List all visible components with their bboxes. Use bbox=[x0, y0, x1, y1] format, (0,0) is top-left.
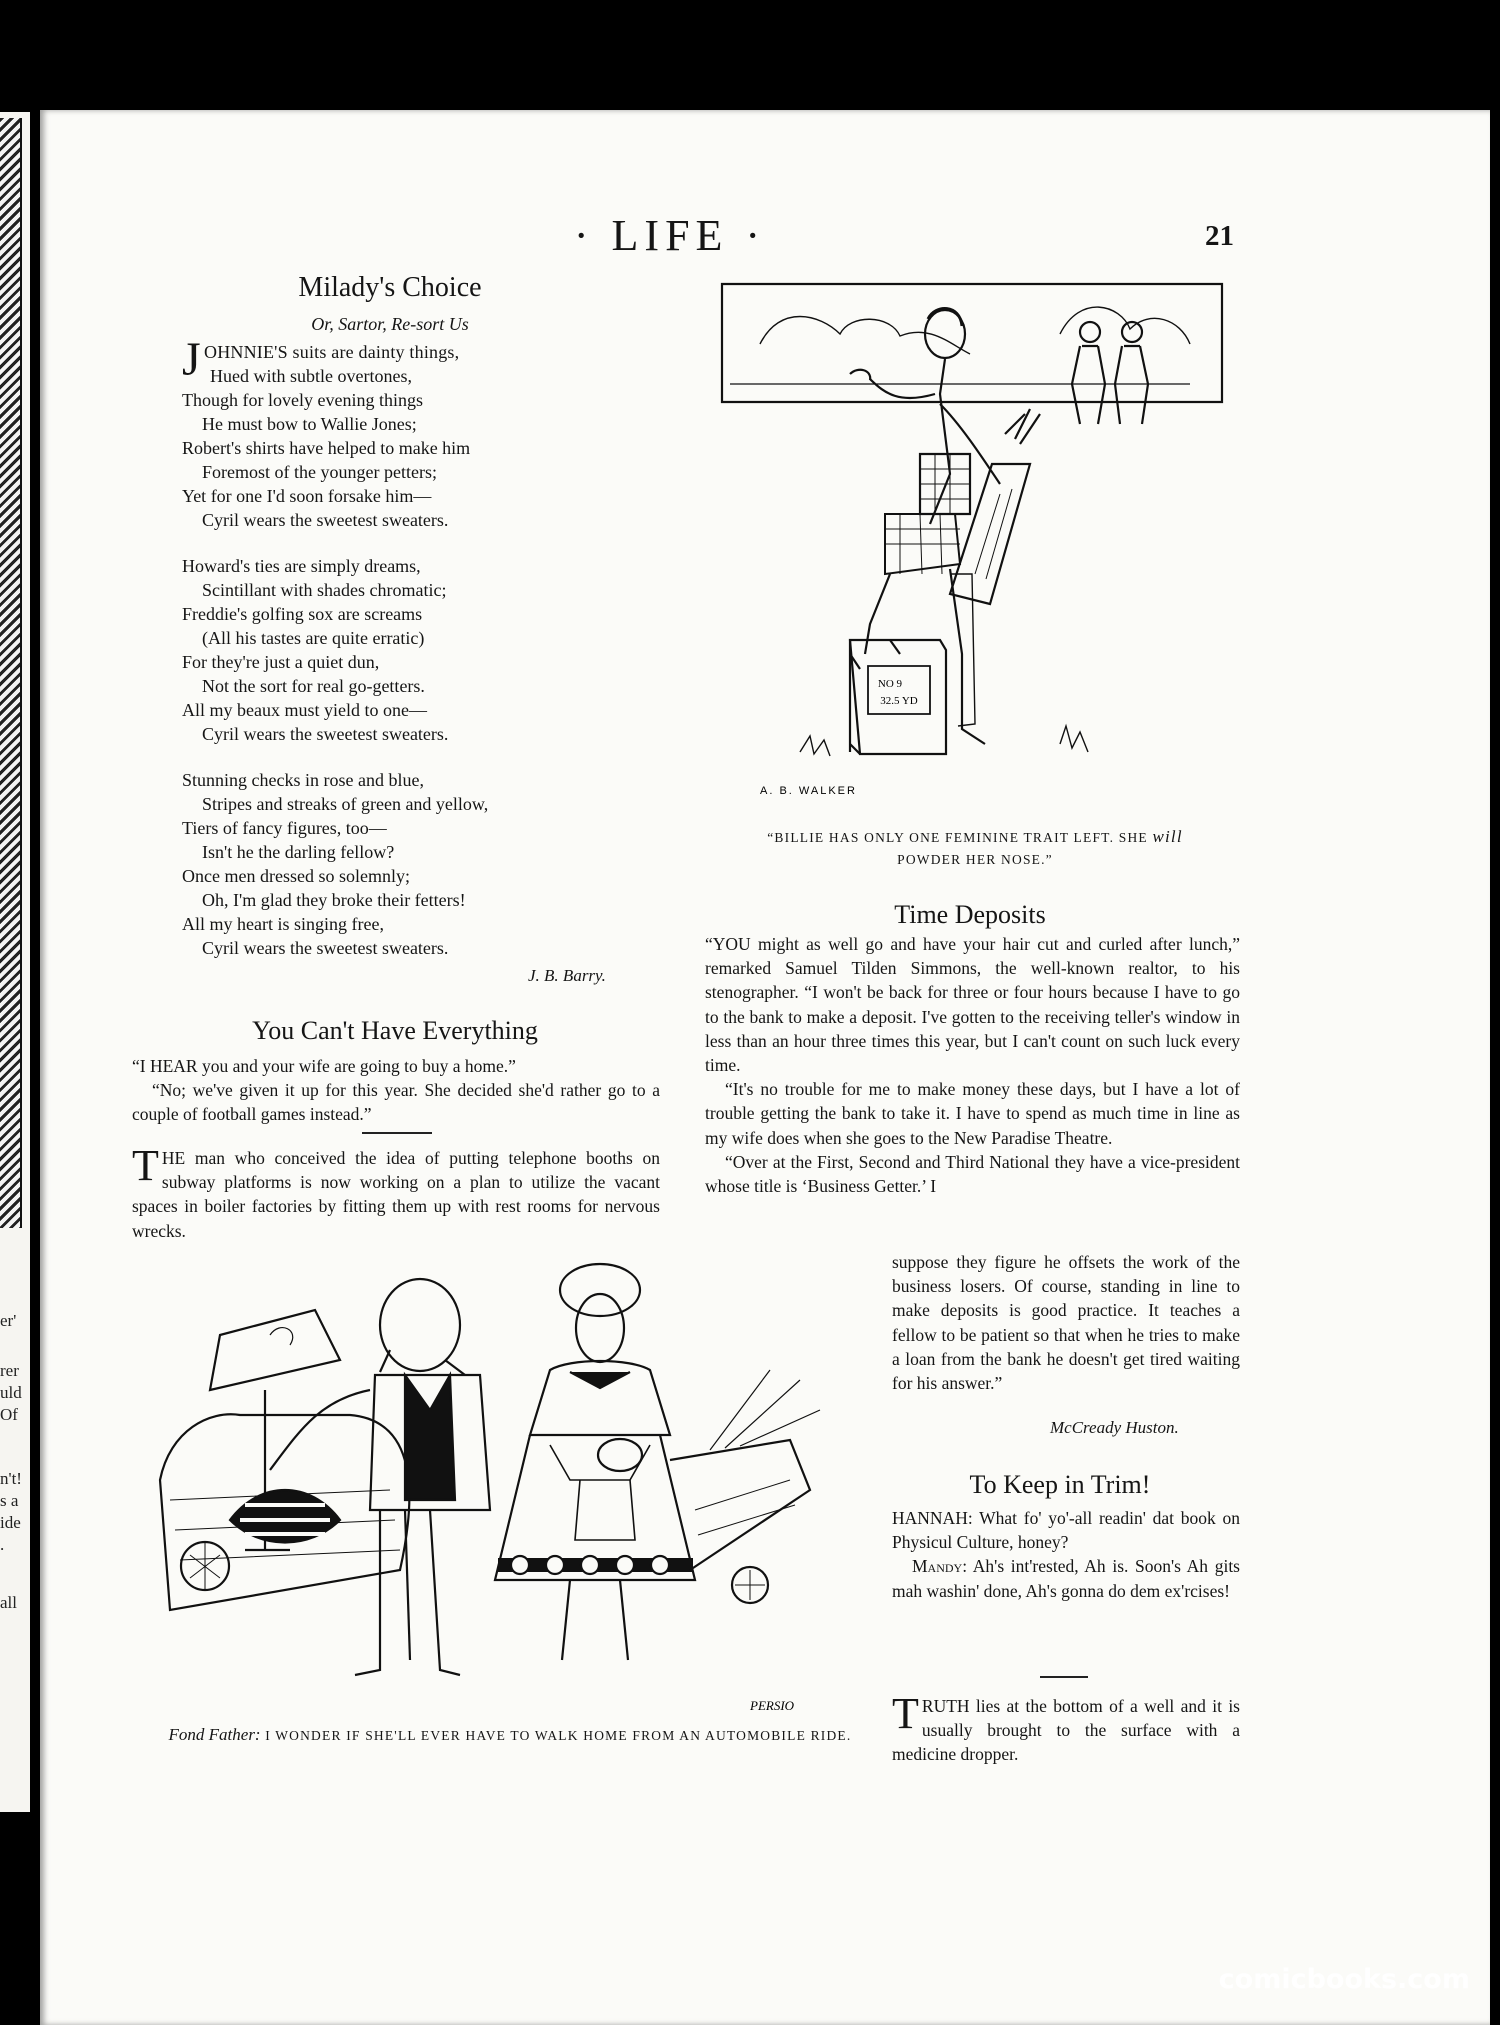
speaker-label: Mandy: bbox=[912, 1556, 968, 1577]
fragment: all bbox=[0, 1593, 17, 1612]
poem-title: Milady's Choice bbox=[298, 272, 482, 303]
grass bbox=[800, 726, 1088, 756]
cartoon-caption bbox=[150, 1724, 870, 1747]
article-body bbox=[132, 1141, 660, 1243]
article-body bbox=[892, 1250, 1240, 1395]
left-page-fragments bbox=[0, 1240, 34, 1800]
paragraph: HANNAH: What fo' yo'-all readin' dat book on Physicul Culture, honey? bbox=[892, 1508, 1240, 1553]
poem-line: Scintillant with shades chromatic; bbox=[202, 580, 447, 600]
caption-emphasis: will bbox=[1152, 827, 1183, 846]
paragraph: suppose they figure he offsets the work of the business losers. Of course, standing in line to make deposits is good practice. It teaches a fellow to be patient so that when he tries to make a loan from the bank he doesn't get tired waiting for his answer.” bbox=[892, 1252, 1240, 1394]
article-author: McCready Huston. bbox=[1050, 1418, 1179, 1437]
article-body bbox=[892, 1506, 1240, 1603]
marker-yardage: 32.5 YD bbox=[880, 695, 918, 707]
cartoon-caption bbox=[700, 826, 1250, 871]
poem-line: (All his tastes are quite erratic) bbox=[202, 628, 425, 648]
poem-author: J. B. Barry. bbox=[528, 966, 606, 985]
paragraph: “No; we've given it up for this year. She decided she'd rather go to a couple of football games instead.” bbox=[132, 1080, 660, 1125]
paragraph bbox=[892, 1554, 1240, 1602]
paragraph: RUTH lies at the bottom of a well and it is usually brought to the surface with a medicine dropper. bbox=[892, 1696, 1240, 1765]
article-body bbox=[705, 932, 1240, 1198]
golfer-cartoon bbox=[700, 274, 1240, 804]
poem-line: Yet for one I'd soon forsake him— bbox=[182, 486, 432, 506]
left-page-illustration-strip bbox=[0, 118, 22, 1228]
poem-line: Howard's ties are simply dreams, bbox=[182, 556, 421, 576]
woman-golfer bbox=[850, 309, 1000, 744]
article-title: To Keep in Trim! bbox=[969, 1470, 1151, 1499]
poem-line: Isn't he the darling fellow? bbox=[202, 842, 395, 862]
striped-cushion bbox=[230, 1490, 340, 1543]
poem-line: Stunning checks in rose and blue, bbox=[182, 770, 424, 790]
paragraph: “Over at the First, Second and Third National they have a vice-president whose title is ‘Business Getter.’ I bbox=[705, 1151, 1240, 1197]
page-number: 21 bbox=[1205, 220, 1234, 252]
paragraph: “I HEAR you and your wife are going to buy a home.” bbox=[132, 1056, 516, 1076]
fragment: rer bbox=[0, 1361, 19, 1380]
fragment: Of bbox=[0, 1405, 18, 1424]
artist-signature: A. B. WALKER bbox=[760, 785, 857, 797]
caption-end: POWDER HER NOSE.” bbox=[897, 852, 1053, 867]
article-body bbox=[132, 1054, 660, 1127]
paragraph: HE man who conceived the idea of putting telephone booths on subway platforms is now working on a plan to utilize the vacant spaces in boiler factories by fitting them up with rest rooms for nervous wrecks. bbox=[132, 1148, 660, 1241]
poem-line: Freddie's golfing sox are screams bbox=[182, 604, 423, 624]
fragment: ide bbox=[0, 1513, 21, 1532]
poem-line: Once men dressed so solemnly; bbox=[182, 866, 410, 886]
poem-line: Not the sort for real go-getters. bbox=[202, 676, 425, 696]
article-title: Time Deposits bbox=[894, 900, 1046, 929]
paragraph: “It's no trouble for me to make money these days, but I have a lot of trouble getting the bank to take it. I have to spend as much time in line as my wife does when she goes to the New Paradise Theatre. bbox=[705, 1079, 1240, 1148]
marker-number: NO 9 bbox=[877, 678, 903, 690]
fond-father-cartoon bbox=[150, 1250, 870, 1720]
masthead: · LIFE · bbox=[573, 211, 767, 260]
father-figure bbox=[270, 1279, 490, 1675]
watermark: comicbooks.com bbox=[1218, 1964, 1470, 1995]
caption-speaker: Fond Father: bbox=[168, 1725, 261, 1744]
drop-cap: J bbox=[182, 333, 201, 386]
article-title: You Can't Have Everything bbox=[252, 1016, 538, 1045]
poem-line: Oh, I'm glad they broke their fetters! bbox=[202, 890, 466, 910]
artist-signature: PERSIO bbox=[750, 1698, 795, 1713]
poem-line: Stripes and streaks of green and yellow, bbox=[202, 794, 489, 814]
poem-line: Cyril wears the sweetest sweaters. bbox=[202, 510, 449, 530]
caption-main: “BILLIE HAS ONLY ONE FEMININE TRAIT LEFT. SHE bbox=[767, 830, 1148, 845]
poem-line: All my heart is singing free, bbox=[182, 914, 384, 934]
golf-bag bbox=[950, 409, 1040, 604]
divider bbox=[1040, 1676, 1088, 1678]
poem-line: For they're just a quiet dun, bbox=[182, 652, 380, 672]
poem-line: Cyril wears the sweetest sweaters. bbox=[202, 724, 449, 744]
caption-text: I WONDER IF SHE'LL EVER HAVE TO WALK HOME FROM AN AUTOMOBILE RIDE. bbox=[265, 1728, 852, 1743]
poem-line: Foremost of the younger petters; bbox=[202, 462, 437, 482]
poem-line-text: OHNNIE'S suits are dainty things, bbox=[204, 342, 460, 362]
baby bbox=[598, 1439, 642, 1471]
fragment: uld bbox=[0, 1383, 22, 1402]
article-body bbox=[892, 1689, 1240, 1767]
poem-subtitle: Or, Sartor, Re-sort Us bbox=[311, 314, 469, 334]
fragment: n't! bbox=[0, 1469, 22, 1488]
fragment: s a bbox=[0, 1491, 19, 1510]
dialog-text: Ah's int'rested, Ah is. Soon's Ah gits mah washin' done, Ah's gonna do dem ex'rcises! bbox=[892, 1556, 1240, 1601]
poem-line: Hued with subtle overtones, bbox=[210, 366, 412, 386]
poem-line: Cyril wears the sweetest sweaters. bbox=[202, 938, 449, 958]
drop-cap: T bbox=[132, 1141, 159, 1190]
fragment: er' bbox=[0, 1311, 17, 1330]
fragment: . bbox=[0, 1535, 5, 1554]
cloud-lines bbox=[760, 317, 970, 355]
drop-cap: T bbox=[892, 1689, 919, 1738]
cradle bbox=[670, 1370, 820, 1603]
background-golfers bbox=[1072, 322, 1148, 424]
mother-figure bbox=[495, 1264, 695, 1660]
paragraph: “YOU might as well go and have your hair cut and curled after lunch,” remarked Samuel Tilden Simmons, the well-known realtor, to his stenographer. “I won't be back for three or four hours because I have to go to the bank to make a deposit. I've gotten to the receiving teller's window in less than an hour three times this year, but I can't count on such luck every time. bbox=[705, 934, 1240, 1076]
divider bbox=[362, 1132, 432, 1134]
poem-line: Though for lovely evening things bbox=[182, 390, 423, 410]
poem-line: All my beaux must yield to one— bbox=[182, 700, 427, 720]
poem-line bbox=[204, 340, 459, 364]
poem-line: Robert's shirts have helped to make him bbox=[182, 438, 471, 458]
poem-line: Tiers of fancy figures, too— bbox=[182, 818, 387, 838]
apron bbox=[575, 1480, 635, 1540]
poem-line: He must bow to Wallie Jones; bbox=[202, 414, 417, 434]
